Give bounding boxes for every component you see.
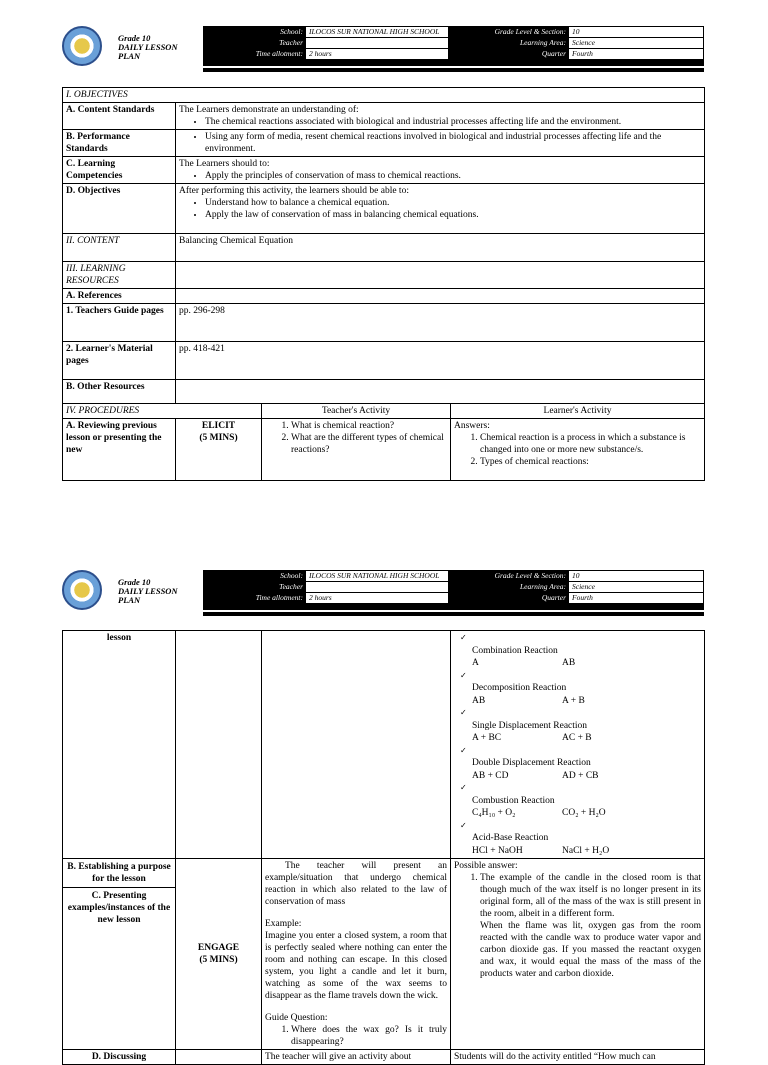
other-resources-label: B. Other Resources <box>63 380 176 404</box>
quarter-value: Fourth <box>569 593 703 603</box>
reaction-type-item <box>472 632 701 670</box>
reaction-products: AC + B <box>562 733 592 743</box>
quarter-label: Quarter <box>541 593 566 602</box>
content-standards-label: A. Content Standards <box>63 103 176 130</box>
tg-label: 1. Teachers Guide pages <box>63 304 176 342</box>
time-value: 2 hours <box>306 49 448 59</box>
example-label: Example: <box>265 919 302 929</box>
learner-col-header: Learner's Activity <box>451 404 705 419</box>
elicit-teacher-cont-empty <box>262 631 451 859</box>
elicit-label: ELICIT <box>201 421 236 431</box>
reaction-reactants: A <box>472 658 479 668</box>
elicit-question-2: 2. What are the different types of chemical reactions? <box>291 432 447 456</box>
elicit-learner-cell <box>451 419 705 481</box>
reaction-products: A + B <box>562 695 585 706</box>
procedures-heading: IV. PROCEDURES <box>63 404 262 419</box>
reaction-equation <box>458 845 701 858</box>
reaction-type-name: ✓ Combustion Reaction <box>472 795 555 806</box>
engage-time: (5 MINS) <box>199 955 238 965</box>
teacher-label: Teacher <box>279 38 303 47</box>
elicit-cell <box>176 419 262 481</box>
dlp-title: Grade 10 DAILY LESSON PLAN <box>118 577 178 605</box>
elicit-teacher-cell <box>262 419 451 481</box>
deped-seal-icon <box>62 26 102 66</box>
header-rule <box>203 68 704 72</box>
reaction-type-item <box>472 670 701 708</box>
procedure-c-label: C. Presenting examples/instances of the new lesson <box>67 891 171 925</box>
teacher-present-text: The teacher will present an example/situation that undergo chemical reaction in which also related to the law of conservation of mass <box>265 861 447 907</box>
elicit-cont-empty <box>176 631 262 859</box>
teacher-value <box>306 582 448 592</box>
competencies-cell <box>176 157 705 184</box>
performance-standards-label: B. Performance Standards <box>63 130 176 157</box>
grade-value: 10 <box>569 571 703 581</box>
teacher-value <box>306 38 448 48</box>
possible-answer-2: When the flame was lit, oxygen gas from the room reacted with the candle wax to produce water vapor and carbon dioxide gas. If you massed the reactant oxygen and wax, it would equal the mass of the mass of the products water and carbon dioxide. <box>480 921 701 979</box>
engage-learner-cell <box>451 859 705 1050</box>
procedure-d-learner: Students will do the activity entitled “How much can <box>451 1050 705 1065</box>
reaction-type-name: ✓ Decomposition Reaction <box>472 683 567 693</box>
reaction-products: NaCl + H₂O <box>562 845 610 856</box>
content-standards-cell <box>176 103 705 130</box>
content-heading: II. CONTENT <box>63 234 176 262</box>
elicit-question-1: 1. What is chemical reaction? <box>291 420 447 432</box>
engage-label: ENGAGE <box>197 943 240 953</box>
guide-label: Guide Question: <box>265 1013 328 1023</box>
reaction-types-cell <box>451 631 705 859</box>
tg-value: pp. 296-298 <box>176 304 705 342</box>
area-value: Science <box>569 582 703 592</box>
teacher-label: Teacher <box>279 582 303 591</box>
procedure-bc-label-cell <box>63 859 176 1050</box>
possible-answer-1: 1. The example of the candle in the closed room is that though much of the wax itself is no longer present in its original form, all of the mass of the wax is still present in the room, albeit in a different form. <box>480 872 701 920</box>
reaction-types-list <box>454 632 701 857</box>
reaction-reactants: A + BC <box>472 733 502 743</box>
reaction-reactants: AB + CD <box>472 770 509 781</box>
reaction-type-name: ✓ Single Displacement Reaction <box>472 720 588 731</box>
competencies-intro: The Learners should to: <box>179 159 270 169</box>
reaction-equation <box>458 695 701 708</box>
lm-value: pp. 418-421 <box>176 342 705 380</box>
reaction-products: CO₂ + H₂O <box>562 808 606 818</box>
content-intro: The Learners demonstrate an understanding of: <box>179 105 359 115</box>
objectives-cell <box>176 184 705 234</box>
procedure-d-label: D. Discussing <box>63 1050 176 1065</box>
competencies-label: C. Learning Competencies <box>63 157 176 184</box>
performance-standards-cell <box>176 130 705 157</box>
guide-question-1: 1. Where does the wax go? Is it truly disappearing? <box>291 1024 447 1048</box>
time-label: Time allotment: <box>255 593 303 602</box>
engage-teacher-cell <box>262 859 451 1050</box>
deped-seal-icon <box>62 570 102 610</box>
objectives-intro: After performing this activity, the learners should be able to: <box>179 186 409 196</box>
procedure-a-label: A. Reviewing previous lesson or presenting the new <box>63 419 176 481</box>
school-value: ILOCOS SUR NATIONAL HIGH SCHOOL <box>306 27 448 37</box>
resources-heading: III. LEARNING RESOURCES <box>63 262 176 289</box>
lm-label: 2. Learner's Material pages <box>63 342 176 380</box>
references-label: A. References <box>63 289 176 304</box>
header-info-grid <box>203 26 704 66</box>
school-value: ILOCOS SUR NATIONAL HIGH SCHOOL <box>306 571 448 581</box>
references-empty <box>176 289 705 304</box>
reaction-equation <box>458 732 701 745</box>
school-label: School: <box>280 571 303 580</box>
objective-bullet-1: • Understand how to balance a chemical equation. <box>205 197 701 209</box>
content-value: Balancing Chemical Equation <box>176 234 705 262</box>
teacher-col-header: Teacher's Activity <box>262 404 451 419</box>
school-label: School: <box>280 27 303 36</box>
content-bullet: • The chemical reactions associated with biological and industrial processes affecting life and the environment. <box>205 116 701 128</box>
reaction-type-item <box>472 782 701 820</box>
reaction-type-name: ✓ Acid-Base Reaction <box>472 833 549 843</box>
answer-2: 2. Types of chemical reactions: <box>480 456 701 468</box>
reaction-products: AB <box>562 658 576 668</box>
objectives-label: D. Objectives <box>63 184 176 234</box>
reaction-reactants: C₄H₁₀ + O₂ <box>472 808 516 818</box>
objectives-heading: I. OBJECTIVES <box>63 88 705 103</box>
other-resources-empty <box>176 380 705 404</box>
competencies-bullet: • Apply the principles of conservation of mass to chemical reactions. <box>205 170 701 182</box>
reaction-type-item <box>472 707 701 745</box>
reaction-type-name: ✓ Double Displacement Reaction <box>472 758 591 768</box>
answer-1: 1. Chemical reaction is a process in which a substance is changed into one or more new substance/s. <box>480 432 701 456</box>
grade-label: Grade Level & Section: <box>494 571 566 580</box>
answers-label: Answers: <box>454 421 490 431</box>
page-header-2 <box>62 570 704 616</box>
reaction-equation <box>458 657 701 670</box>
possible-answer-label: Possible answer: <box>454 861 518 871</box>
lesson-cont-label: lesson <box>63 631 176 859</box>
reaction-type-item <box>472 745 701 783</box>
reaction-equation <box>458 770 701 783</box>
quarter-label: Quarter <box>541 49 566 58</box>
performance-bullet: • Using any form of media, resent chemical reactions involved in biological and industrial processes affecting life and the environment. <box>205 131 701 155</box>
example-text: Imagine you enter a closed system, a room that is perfectly sealed where nothing can enter the room and nothing can escape. In this closed system, you light a candle and let it burn, watching as some of the wax seems to disappear as the flame travels down the wick. <box>265 931 447 1001</box>
reaction-products: AD + CB <box>562 770 599 781</box>
elicit-time: (5 MINS) <box>199 433 238 443</box>
dlp-title: Grade 10 DAILY LESSON PLAN <box>118 33 178 61</box>
resources-empty <box>176 262 705 289</box>
area-label: Learning Area: <box>519 582 566 591</box>
area-value: Science <box>569 38 703 48</box>
time-label: Time allotment: <box>255 49 303 58</box>
procedure-d-empty <box>176 1050 262 1065</box>
reaction-type-item <box>472 820 701 858</box>
engage-cell <box>176 859 262 1050</box>
lesson-table-page2 <box>62 630 705 1065</box>
area-label: Learning Area: <box>519 38 566 47</box>
lesson-table-page1 <box>62 87 705 481</box>
reaction-reactants: AB <box>472 695 486 706</box>
reaction-reactants: HCl + NaOH <box>472 845 523 856</box>
grade-value: 10 <box>569 27 703 37</box>
header-info-grid <box>203 570 704 610</box>
reaction-type-name: ✓ Combination Reaction <box>472 645 558 656</box>
quarter-value: Fourth <box>569 49 703 59</box>
page-header <box>62 26 704 72</box>
procedure-d-teacher: The teacher will give an activity about <box>262 1050 451 1065</box>
time-value: 2 hours <box>306 593 448 603</box>
grade-label: Grade Level & Section: <box>494 27 566 36</box>
objective-bullet-2: • Apply the law of conservation of mass in balancing chemical equations. <box>205 209 701 221</box>
reaction-equation <box>458 807 701 820</box>
procedure-b-label: B. Establishing a purpose for the lesson <box>63 859 175 888</box>
header-rule <box>203 612 704 616</box>
